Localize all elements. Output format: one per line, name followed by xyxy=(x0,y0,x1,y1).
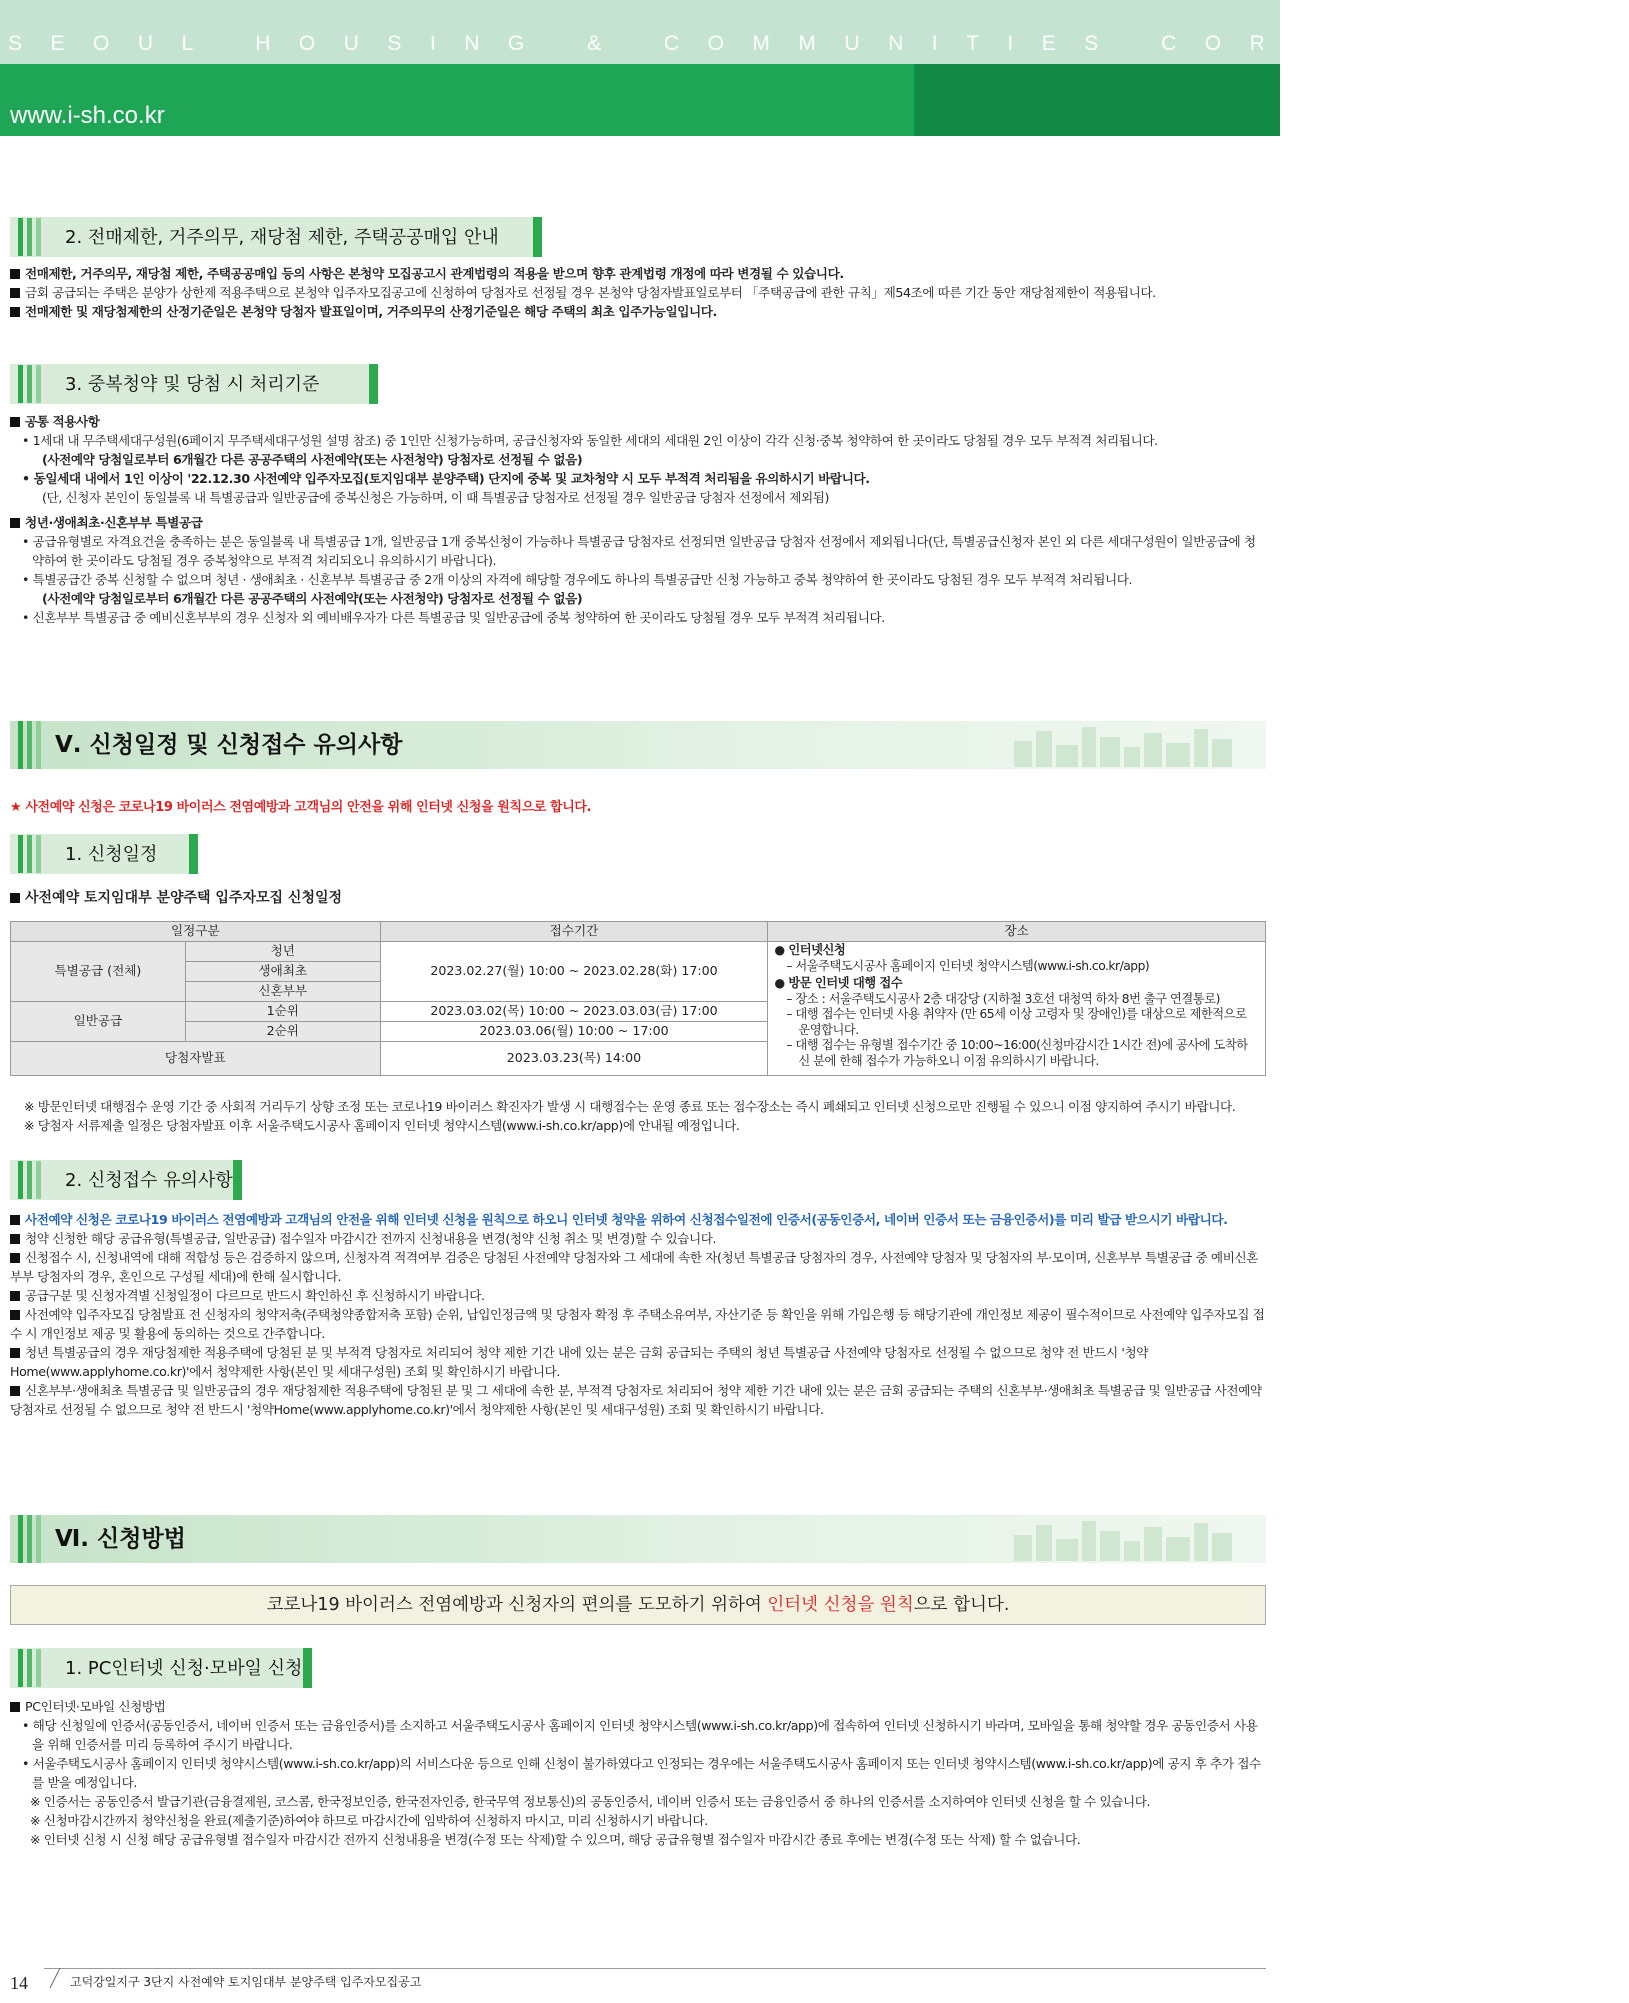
section-heading-resale xyxy=(10,217,542,257)
table-cell: 일반공급 xyxy=(11,1002,186,1042)
location-line: – 서울주택도시공사 홈페이지 인터넷 청약시스템(www.i-sh.co.kr/app) xyxy=(786,958,1150,973)
table-header: 장소 xyxy=(768,922,1266,942)
text-line: 청년 특별공급의 경우 재당첨제한 적용주택에 당첨된 분 및 부적격 당첨자로 처리되어 청약 제한 기간 내에 있는 분은 금회 공급되는 주택의 청년 특별공급 사전예약 당첨자로 선정될 수 없으므로 청약 전 반드시 '청약Home(www.applyhome.co.kr)'에서 청약제한 사항(본인 및 세대구성원) 조회 및 확인하시기 바랍니다. xyxy=(10,1345,1148,1379)
location-line: – 대행 접수는 유형별 접수기간 중 10:00~16:00(신청마감시간 1시간 전)에 공사에 도착하신 분에 한해 접수가 가능하오니 이점 유의하시기 바랍니다. xyxy=(786,1038,1248,1068)
section-title: 2. 신청접수 유의사항 xyxy=(65,1169,233,1191)
square-bullet-icon xyxy=(10,1386,20,1396)
pc-paragraph: PC인터넷·모바일 신청방법 • 해당 신청일에 인증서(공동인증서, 네이버 인증서 또는 금융인증서)를 소지하고 서울주택도시공사 홈페이지 인터넷 청약시스템(www.i-sh.co.kr/app)에 접속하여 인터넷 신청하시기 바라며, 모바일을 통해 청약할 경우 공동인증서 사용을 위해 인증서를 미리 등록하여 주시기 바랍니다. • 서울주택도시공사 홈페이지 인터넷 청약시스템(www.i-sh.co.kr/app)의 서비스다운 등으로 인해 신청이 불가하였다고 인정되는 경우에는 서울주택도시공사 홈페이지 또는 인터넷 청약시스템(www.i-sh.co.kr/app)에 공지 후 추가 접수를 받을 예정입니다. ※ 인증서는 공동인증서 발급기관(금융결제원, 코스콤, 한국정보인증, 한국전자인증, 한국무역 정보통신)의 공동인증서, 네이버 인증서 또는 금융인증서 중 하나의 인증서를 소지하여야 인터넷 신청을 할 수 있습니다. ※ 신청마감시간까지 청약신청을 완료(제출기준)하여야 하므로 마감시간에 임박하여 신청하지 마시고, 미리 신청하시기 바랍니다. ※ 인터넷 신청 시 신청 해당 공급유형별 접수일자 마감시간 전까지 신청내용을 변경(수정 또는 삭제)할 수 있으며, 해당 공급유형별 접수일자 마감시간 종료 후에는 변경(수정 또는 삭제) 할 수 없습니다. xyxy=(10,1697,1266,1849)
square-bullet-icon xyxy=(10,518,20,528)
square-bullet-icon xyxy=(10,1702,20,1712)
subheading: PC인터넷·모바일 신청방법 xyxy=(25,1699,166,1714)
square-bullet-icon xyxy=(10,288,20,298)
text-line: (사전예약 당첨일로부터 6개월간 다른 공공주택의 사전예약(또는 사전청약) 당첨자로 선정될 수 없음) xyxy=(42,452,583,467)
schedule-table xyxy=(10,921,1266,1076)
footer-slash-icon xyxy=(48,1968,62,1988)
url-banner xyxy=(0,64,1280,136)
text-line: (단, 신청자 본인이 동일블록 내 특별공급과 일반공급에 중복신청은 가능하며, 이 때 특별공급 당첨자로 선정될 경우 일반공급 당첨자 선정에서 제외됨) xyxy=(42,490,830,505)
note-line: ※ 신청마감시간까지 청약신청을 완료(제출기준)하여야 하므로 마감시간에 임박하여 신청하지 마시고, 미리 신청하시기 바랍니다. xyxy=(30,1813,708,1828)
square-bullet-icon xyxy=(10,1348,20,1358)
text-line: 금회 공급되는 주택은 분양가 상한제 적용주택으로 본청약 입주자모집공고에 신청하여 당첨자로 선정될 경우 본청약 당첨자발표일로부터 「주택공급에 관한 규칙」제54조에 따른 기간 동안 재당첨제한이 적용됩니다. xyxy=(25,285,1156,300)
text-line: 1세대 내 무주택세대구성원(6페이지 무주택세대구성원 설명 참조) 중 1인만 신청가능하며, 공급신청자와 동일한 세대의 세대원 2인 이상이 각각 신청·중복 청약하여 한 곳이라도 당첨될 경우 모두 부적격 처리됩니다. xyxy=(32,433,1158,448)
section-heading-duplicate xyxy=(10,364,378,404)
table-cell: 당첨자발표 xyxy=(11,1042,381,1076)
note-line: ※ 당첨자 서류제출 일정은 당첨자발표 이후 서울주택도시공사 홈페이지 인터넷 청약시스템(www.i-sh.co.kr/app)에 안내될 예정입니다. xyxy=(24,1118,740,1133)
note-line: ※ 인증서는 공동인증서 발급기관(금융결제원, 코스콤, 한국정보인증, 한국전자인증, 한국무역 정보통신)의 공동인증서, 네이버 인증서 또는 금융인증서 중 하나의 인증서를 소지하여야 인터넷 신청을 할 수 있습니다. xyxy=(30,1794,1151,1809)
duplicate-paragraph: 공통 적용사항 • 1세대 내 무주택세대구성원(6페이지 무주택세대구성원 설명 참조) 중 1인만 신청가능하며, 공급신청자와 동일한 세대의 세대원 2인 이상이 각각 신청·중복 청약하여 한 곳이라도 당첨될 경우 모두 부적격 처리됩니다. (사전예약 당첨일로부터 6개월간 다른 공공주택의 사전예약(또는 사전청약) 당첨자로 선정될 수 없음) • 동일세대 내에서 1인 이상이 '22.12.30 사전예약 입주자모집(토지임대부 분양주택) 단지에 중복 및 교차청약 시 모두 부적격 처리됨을 유의하시기 바랍니다. (단, 신청자 본인이 동일블록 내 특별공급과 일반공급에 중복신청은 가능하며, 이 때 특별공급 당첨자로 선정될 경우 일반공급 당첨자 선정에서 제외됨) 청년·생애최초·신혼부부 특별공급 • 공급유형별로 자격요건을 충족하는 분은 동일블록 내 특별공급 1개, 일반공급 1개 중복신청이 가능하나 특별공급 당첨자로 선정되면 일반공급 당첨자 선정에서 제외됩니다(단, 특별공급신청자 본인 외 다른 세대구성원이 일반공급에 청약하여 한 곳이라도 당첨될 경우 중복청약으로 부적격 처리되오니 유의하시기 바랍니다). • 특별공급간 중복 신청할 수 없으며 청년 · 생애최초 · 신혼부부 특별공급 중 2개 이상의 자격에 해당할 경우에도 하나의 특별공급만 신청 가능하고 중복 청약하여 한 곳이라도 당첨된 경우 모두 부적격 처리됩니다. (사전예약 당첨일로부터 6개월간 다른 공공주택의 사전예약(또는 사전청약) 당첨자로 선정될 수 없음) • 신혼부부 특별공급 중 예비신혼부부의 경우 신청자 외 예비배우자가 다른 특별공급 및 일반공급에 중복 청약하여 한 곳이라도 당첨될 경우 모두 부적격 처리됩니다. xyxy=(10,412,1266,627)
text-line: (사전예약 당첨일로부터 6개월간 다른 공공주택의 사전예약(또는 사전청약) 당첨자로 선정될 수 없음) xyxy=(42,591,583,606)
table-cell: 2023.03.23(목) 14:00 xyxy=(380,1042,768,1076)
red-notice: ★ 사전예약 신청은 코로나19 바이러스 전염예방과 고객님의 안전을 위해 인터넷 신청을 원칙으로 합니다. xyxy=(10,800,592,815)
text-line: 서울주택도시공사 홈페이지 인터넷 청약시스템(www.i-sh.co.kr/app)의 서비스다운 등으로 인해 신청이 불가하였다고 인정되는 경우에는 서울주택도시공사 홈페이지 또는 인터넷 청약시스템(www.i-sh.co.kr/app)에 공지 후 추가 접수를 받을 예정입니다. xyxy=(32,1756,1261,1790)
schedule-notes xyxy=(10,1097,1266,1135)
table-title-text: 사전예약 토지임대부 분양주택 입주자모집 신청일정 xyxy=(25,890,343,906)
square-bullet-icon xyxy=(10,307,20,317)
table-cell: 2023.03.02(목) 10:00 ~ 2023.03.03(금) 17:00 xyxy=(380,1002,768,1022)
location-cell xyxy=(768,942,1266,1076)
chapter-title: Ⅴ. 신청일정 및 신청접수 유의사항 xyxy=(55,731,403,758)
section-title: 1. PC인터넷 신청·모바일 신청 xyxy=(65,1657,303,1679)
top-banner xyxy=(0,0,1629,64)
chapter5-notice xyxy=(10,798,1266,817)
online-notice-box xyxy=(10,1585,1266,1625)
text-line: 신청접수 시, 신청내역에 대해 적합성 등은 검증하지 않으며, 신청자격 적격여부 검증은 당첨된 사전예약 당첨자와 그 세대에 속한 자(청년 특별공급 당첨자의 경우, 사전예약 당첨자 및 당첨자의 부·모이며, 신혼부부 특별공급 중 예비신혼부부 당첨자의 경우, 혼인으로 구성될 세대)에 한해 실시합니다. xyxy=(10,1250,1258,1284)
text-line: 사전예약 신청은 코로나19 바이러스 전염예방과 고객님의 안전을 위해 인터넷 신청을 원칙으로 하오니 인터넷 청약을 위하여 신청접수일전에 인증서(공동인증서, 네이버 인증서 또는 금융인증서)를 미리 발급 받으시기 바랍니다. xyxy=(25,1212,1228,1227)
footer-document-title: 고덕강일지구 3단지 사전예약 토지임대부 분양주택 입주자모집공고 xyxy=(70,1975,422,1989)
table-title xyxy=(10,888,342,909)
square-bullet-icon xyxy=(10,893,20,903)
heading-bars-icon xyxy=(18,365,41,403)
subheading: 공통 적용사항 xyxy=(25,414,100,429)
site-url[interactable]: www.i-sh.co.kr xyxy=(10,102,165,129)
text-line: 동일세대 내에서 1인 이상이 '22.12.30 사전예약 입주자모집(토지임대부 분양주택) 단지에 중복 및 교차청약 시 모두 부적격 처리됨을 유의하시기 바랍니다. xyxy=(33,471,870,486)
heading-bars-icon xyxy=(18,721,41,769)
city-skyline-icon xyxy=(994,723,1254,767)
table-header: 접수기간 xyxy=(380,922,768,942)
page-number: 14 xyxy=(10,1973,28,1993)
location-line: – 대행 접수는 인터넷 사용 취약자 (만 65세 이상 고령자 및 장애인)를 대상으로 제한적으로 운영합니다. xyxy=(786,1007,1247,1037)
text-line: 공급유형별로 자격요건을 충족하는 분은 동일블록 내 특별공급 1개, 일반공급 1개 중복신청이 가능하나 특별공급 당첨자로 선정되면 일반공급 당첨자 선정에서 제외됩니다(단, 특별공급신청자 본인 외 다른 세대구성원이 일반공급에 청약하여 한 곳이라도 당첨될 경우 중복청약으로 부적격 처리되오니 유의하시기 바랍니다). xyxy=(32,534,1256,568)
location-line: ● 방문 인터넷 대행 접수 xyxy=(774,976,903,990)
text-line: 신혼부부·생애최초 특별공급 및 일반공급의 경우 재당첨제한 적용주택에 당첨된 분 및 그 세대에 속한 분, 부적격 당첨자로 처리되어 청약 제한 기간 내에 있는 분은 금회 공급되는 주택의 신혼부부·생애최초 특별공급 및 일반공급 사전예약 당첨자로 선정될 수 없으므로 청약 전 반드시 '청약Home(www.applyhome.co.kr)'에서 청약제한 사항(본인 및 세대구성원) 조회 및 확인하시기 바랍니다. xyxy=(10,1383,1262,1417)
text-line: 청약 신청한 해당 공급유형(특별공급, 일반공급) 접수일자 마감시간 전까지 신청내용을 변경(청약 신청 취소 및 변경)할 수 있습니다. xyxy=(25,1231,717,1246)
square-bullet-icon xyxy=(10,1234,20,1244)
subheading: 청년·생애최초·신혼부부 특별공급 xyxy=(25,515,203,530)
section-title: 2. 전매제한, 거주의무, 재당첨 제한, 주택공공매입 안내 xyxy=(65,226,499,248)
resale-paragraph xyxy=(10,264,1266,321)
table-cell: 특별공급 (전체) xyxy=(11,942,186,1002)
location-line: ● 인터넷신청 xyxy=(774,943,846,957)
text-line: 신혼부부 특별공급 중 예비신혼부부의 경우 신청자 외 예비배우자가 다른 특별공급 및 일반공급에 중복 청약하여 한 곳이라도 당첨될 경우 모두 부적격 처리됩니다. xyxy=(32,610,885,625)
city-skyline-icon xyxy=(994,1517,1254,1561)
chapter-heading-method xyxy=(10,1515,1266,1563)
table-cell: 신혼부부 xyxy=(185,982,380,1002)
corp-name: SEOUL HOUSING & COMMUNITIES CORPORATION xyxy=(8,32,1629,55)
heading-bars-icon xyxy=(18,218,41,256)
section-heading-caution xyxy=(10,1160,242,1200)
table-cell: 청년 xyxy=(185,942,380,962)
table-cell: 2023.02.27(월) 10:00 ~ 2023.02.28(화) 17:00 xyxy=(380,942,768,1002)
footer-divider xyxy=(44,1968,1266,1969)
notice-highlight: 인터넷 신청을 원칙 xyxy=(767,1595,914,1615)
location-line: – 장소 : 서울주택도시공사 2층 대강당 (지하철 3호선 대청역 하차 8번 출구 연결통로) xyxy=(786,991,1220,1006)
banner-accent xyxy=(914,64,1280,136)
section-heading-pc xyxy=(10,1648,312,1688)
heading-bars-icon xyxy=(18,1649,41,1687)
square-bullet-icon xyxy=(10,1310,20,1320)
square-bullet-icon xyxy=(10,1215,20,1225)
heading-bars-icon xyxy=(18,835,41,873)
text-line: 해당 신청일에 인증서(공동인증서, 네이버 인증서 또는 금융인증서)를 소지하고 서울주택도시공사 홈페이지 인터넷 청약시스템(www.i-sh.co.kr/app)에 접속하여 인터넷 신청하시기 바라며, 모바일을 통해 청약할 경우 공동인증서 사용을 위해 인증서를 미리 등록하여 주시기 바랍니다. xyxy=(32,1718,1258,1752)
table-header: 일정구분 xyxy=(11,922,381,942)
square-bullet-icon xyxy=(10,1291,20,1301)
note-line: ※ 인터넷 신청 시 신청 해당 공급유형별 접수일자 마감시간 전까지 신청내용을 변경(수정 또는 삭제)할 수 있으며, 해당 공급유형별 접수일자 마감시간 종료 후에는 변경(수정 또는 삭제) 할 수 없습니다. xyxy=(30,1832,1081,1847)
square-bullet-icon xyxy=(10,269,20,279)
text-line: 전매제한, 거주의무, 재당첨 제한, 주택공공매입 등의 사항은 본청약 모집공고시 관계법령의 적용을 받으며 향후 관계법령 개정에 따라 변경될 수 있습니다. xyxy=(25,266,844,281)
table-cell: 2023.03.06(월) 10:00 ~ 17:00 xyxy=(380,1022,768,1042)
table-cell: 1순위 xyxy=(185,1002,380,1022)
square-bullet-icon xyxy=(10,417,20,427)
table-row xyxy=(11,942,1266,962)
text-line: 특별공급간 중복 신청할 수 없으며 청년 · 생애최초 · 신혼부부 특별공급 중 2개 이상의 자격에 해당할 경우에도 하나의 특별공급만 신청 가능하고 중복 청약하여 한 곳이라도 당첨된 경우 모두 부적격 처리됩니다. xyxy=(32,572,1133,587)
caution-paragraph xyxy=(10,1210,1266,1419)
table-cell: 생애최초 xyxy=(185,962,380,982)
heading-bars-icon xyxy=(18,1161,41,1199)
table-cell: 2순위 xyxy=(185,1022,380,1042)
text-line: 전매제한 및 재당첨제한의 산정기준일은 본청약 당첨자 발표일이며, 거주의무의 산정기준일은 해당 주택의 최초 입주가능일입니다. xyxy=(25,304,717,319)
heading-bars-icon xyxy=(18,1515,41,1563)
section-title: 1. 신청일정 xyxy=(65,843,158,865)
notice-text: 코로나19 바이러스 전염예방과 신청자의 편의를 도모하기 위하여 xyxy=(266,1595,768,1615)
section-title: 3. 중복청약 및 당첨 시 처리기준 xyxy=(65,373,320,395)
text-line: 공급구분 및 신청자격별 신청일정이 다르므로 반드시 확인하신 후 신청하시기 바랍니다. xyxy=(25,1288,485,1303)
chapter-heading-schedule xyxy=(10,721,1266,769)
section-heading-schedule xyxy=(10,834,198,874)
text-line: 사전예약 입주자모집 당첨발표 전 신청자의 청약저축(주택청약종합저축 포함) 순위, 납입인정금액 및 당첨자 확정 후 주택소유여부, 자산기준 등 확인을 위해 가입은행 등 해당기관에 개인정보 제공이 필수적이므로 사전예약 입주자모집 접수 시 개인정보 제공 및 활용에 동의하는 것으로 간주합니다. xyxy=(10,1307,1265,1341)
square-bullet-icon xyxy=(10,1253,20,1263)
note-line: ※ 방문인터넷 대행접수 운영 기간 중 사회적 거리두기 상향 조정 또는 코로나19 바이러스 확진자가 발생 시 대행접수는 운영 종료 또는 접수장소는 즉시 폐쇄되고 인터넷 신청으로만 진행될 수 있으니 이점 양지하여 주시기 바랍니다. xyxy=(24,1099,1236,1114)
notice-text: 으로 합니다. xyxy=(913,1595,1010,1615)
table-header-row xyxy=(11,922,1266,942)
chapter-title: Ⅵ. 신청방법 xyxy=(55,1525,186,1552)
